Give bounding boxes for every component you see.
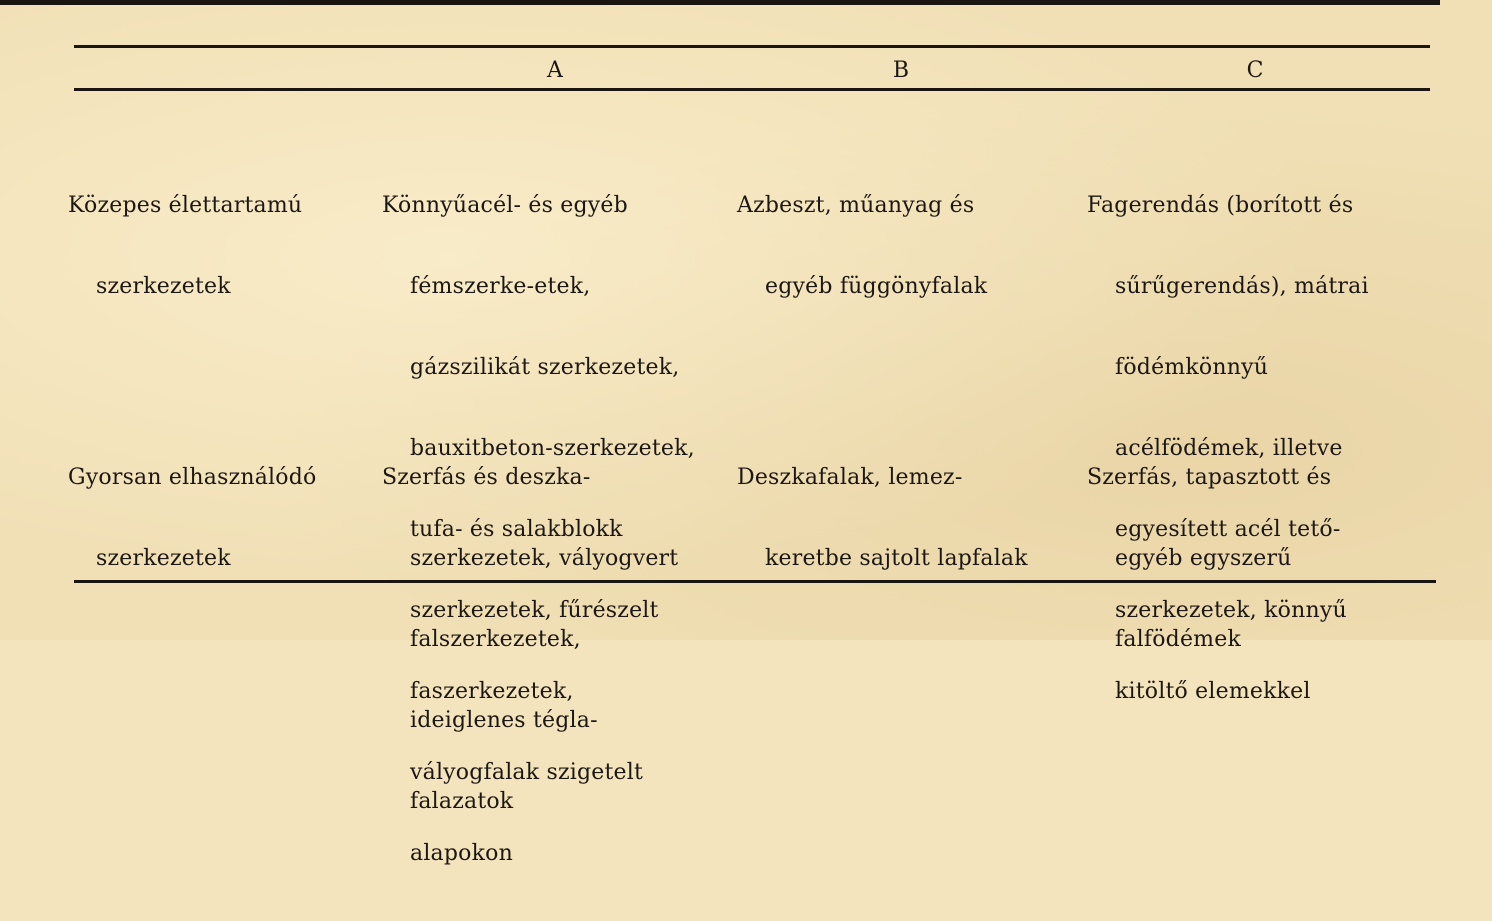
row-1-col-a-line: szerkezetek, fűrészelt [410,598,659,623]
row-1-col-c-line: acélfödémek, illetve [1115,436,1343,461]
row-1-col-c-line: Fagerendás (borított és [1087,193,1354,218]
row-2-label-line: szerkezetek [96,546,231,571]
row-2-col-c-line: egyéb egyszerű [1115,546,1292,571]
row-1-col-a-line: fémszerke-etek, [410,274,591,299]
row-2-col-b-line: keretbe sajtolt lapfalak [765,546,1028,571]
row-2-label [68,410,316,626]
column-header-b: B [892,58,910,83]
header-bottom-rule [74,88,1430,91]
column-header-a: A [547,58,563,83]
row-2-col-a-line: Szerfás és deszka- [382,465,591,490]
row-2-col-a-line: falazatok [410,789,514,814]
top-rule [0,0,1440,5]
row-1-col-c-line: egyesített acél tető- [1115,517,1341,542]
row-2-label-line: Gyorsan elhasználódó [68,465,317,490]
row-1-col-b [737,138,987,354]
row-1-label-line: szerkezetek [96,274,231,299]
row-1-label [68,138,302,354]
row-2-col-a-line: falszerkezetek, [410,627,581,652]
column-header-c: C [1246,58,1264,83]
row-1-col-c-line: kitöltő elemekkel [1115,679,1311,704]
row-1-col-a-line: alapokon [410,841,513,866]
row-2-col-a-line: szerkezetek, vályogvert [410,546,679,571]
row-1-col-a-line: tufa- és salakblokk [410,517,623,542]
row-1-col-a-line: bauxitbeton-szerkezetek, [410,436,695,461]
row-1-col-c-line: sűrűgerendás), mátrai [1115,274,1369,299]
header-top-rule [74,45,1430,48]
row-1-col-a-line: gázszilikát szerkezetek, [410,355,680,380]
row-1-col-c-line: szerkezetek, könnyű [1115,598,1347,623]
row-1-col-c-line: födémkönnyű [1115,355,1269,380]
row-2-col-b [737,410,1028,626]
row-1-col-b-line: Azbeszt, műanyag és [737,193,975,218]
row-1-col-b-line: egyéb függönyfalak [765,274,988,299]
row-1-label-line: Közepes élettartamú [68,193,303,218]
row-2-col-a-line: ideiglenes tégla- [410,708,598,733]
row-1-col-a-line: Könnyűacél- és egyéb [382,193,628,218]
row-2-col-c-line: falfödémek [1115,627,1241,652]
row-2-col-b-line: Deszkafalak, lemez- [737,465,963,490]
row-1-col-a-line: faszerkezetek, [410,679,574,704]
row-2-col-c [1087,410,1331,707]
row-1-col-a-line: vályogfalak szigetelt [410,760,644,785]
row-2-col-c-line: Szerfás, tapasztott és [1087,465,1332,490]
